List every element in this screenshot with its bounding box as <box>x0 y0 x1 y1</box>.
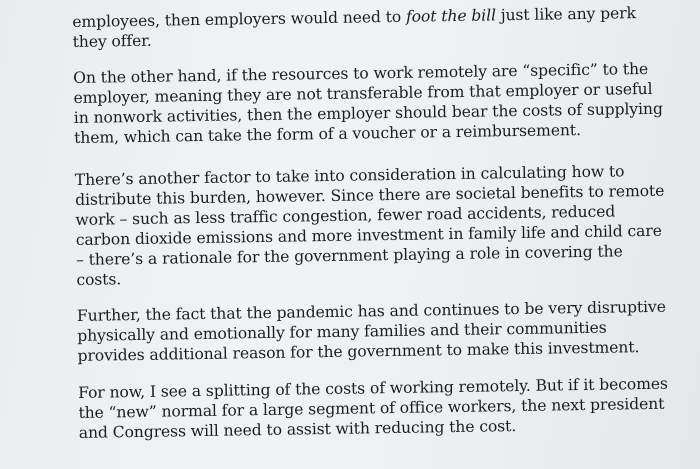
text-line: Further, the fact that the pandemic has and continues to be very disruptive <box>76 297 666 325</box>
paragraph-3 <box>75 161 666 290</box>
text-line: employees, then employers would need to foot the bill just like any perk <box>72 4 637 31</box>
text-line: physically and emotionally for many families and their communities <box>77 318 607 345</box>
text-line: costs. <box>76 270 122 289</box>
text-line: they offer. <box>72 31 152 51</box>
text-line: provides additional reason for the government to make this investment. <box>77 338 640 365</box>
paragraph-5 <box>78 374 669 443</box>
text-line: On the other hand, if the resources to work remotely are “specific” to the <box>73 59 649 87</box>
text-line: employer, meaning they are not transferable from that employer or useful <box>73 79 653 107</box>
text-line: For now, I see a splitting of the costs of working remotely. But if it becomes <box>78 374 668 402</box>
paragraph-4 <box>77 297 667 366</box>
text-line: – there’s a rationale for the government playing a role in covering the <box>75 242 623 269</box>
emphasis-text: foot the bill <box>405 6 497 26</box>
text-line: work – such as less traffic congestion, fewer road accidents, reduced <box>75 202 616 229</box>
text-line: them, which can take the form of a voucher or a reimbursement. <box>74 121 582 147</box>
text-line: carbon dioxide emissions and more investment in family life and child care <box>75 221 662 249</box>
paragraph-1 <box>72 3 636 52</box>
text-line: distribute this burden, however. Since there are societal benefits to remote <box>75 181 665 209</box>
text-line: and Congress will need to assist with reducing the cost. <box>78 417 517 442</box>
text-line: in nonwork activities, then the employer should bear the costs of supplying <box>73 99 663 127</box>
text-line: the “new” normal for a large segment of office workers, the next president <box>78 394 665 422</box>
text-line: There’s another factor to take into consideration in calculating how to <box>74 162 625 189</box>
paragraph-2 <box>73 59 663 148</box>
